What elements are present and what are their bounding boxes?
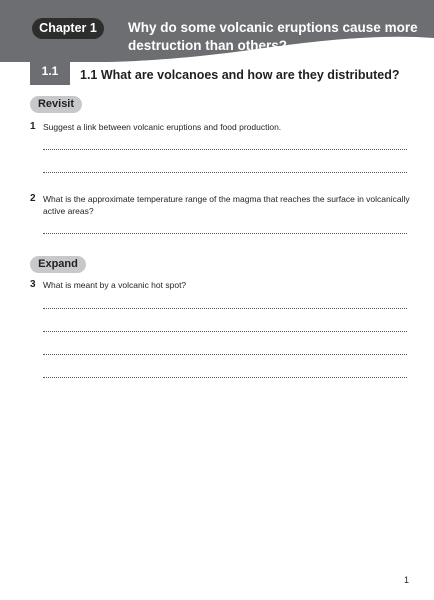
- answer-line[interactable]: [43, 172, 407, 173]
- answer-line[interactable]: [43, 331, 407, 332]
- answer-line[interactable]: [43, 149, 407, 150]
- answer-line[interactable]: [43, 233, 407, 234]
- question-number: 2: [30, 193, 36, 204]
- chapter-label: Chapter 1: [32, 18, 104, 39]
- question-number: 1: [30, 121, 36, 132]
- question-text: What is meant by a volcanic hot spot?: [43, 280, 187, 290]
- answer-line[interactable]: [43, 308, 407, 309]
- answer-line[interactable]: [43, 377, 407, 378]
- question-text: Suggest a link between volcanic eruptions and food production.: [43, 122, 282, 132]
- section-title: 1.1 What are volcanoes and how are they distributed?: [80, 68, 400, 82]
- question-text: What is the approximate temperature range of the magma that reaches the surface in volcanically active areas?: [43, 194, 410, 216]
- section-number: 1.1: [41, 64, 59, 78]
- revisit-label: Revisit: [30, 96, 82, 113]
- question-3: [30, 279, 413, 291]
- expand-label: Expand: [30, 256, 86, 273]
- question-1: [30, 121, 413, 133]
- chapter-title: Why do some volcanic eruptions cause more destruction than others?: [128, 20, 418, 53]
- answer-line[interactable]: [43, 354, 407, 355]
- question-2: [30, 193, 413, 217]
- question-number: 3: [30, 279, 36, 290]
- page-number: 1: [403, 575, 409, 585]
